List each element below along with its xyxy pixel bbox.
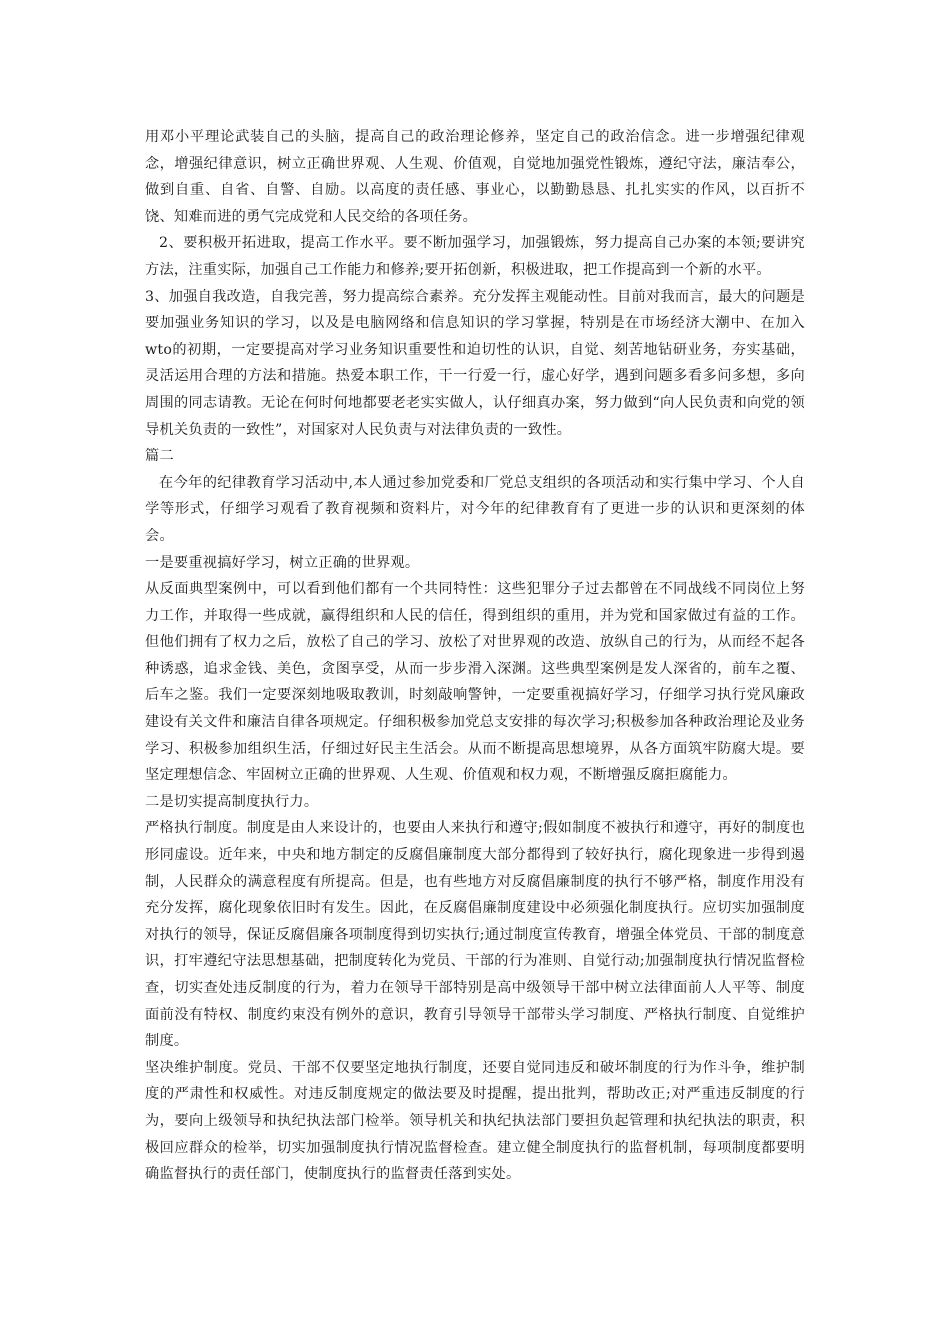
paragraph-point-2: 2、要积极开拓进取，提高工作水平。要不断加强学习，加强锻炼，努力提高自己办案的本领;要讲究方法，注重实际，加强自己工作能力和修养;要开拓创新，积极进取，把工作提高到一个新的水平。 <box>145 235 805 278</box>
paragraph-point-3: 3、加强自我改造，自我完善，努力提高综合素养。充分发挥主观能动性。目前对我而言，最大的问题是要加强业务知识的学习，以及是电脑网络和信息知识的学习掌握，特别是在市场经济大潮中、在加入wto的初期，一定要提高对学习业务知识重要性和迫切性的认识，自觉、刻苦地钻研业务，夯实基础，灵活运用合理的方法和措施。热爱本职工作，干一行爱一行，虚心好学，遇到问题多看多问多想，多向周围的同志请教。无论在何时何地都要老老实实做人，认仔细真办案，努力做到“向人民负责和向党的领导机关负责的一致性”，对国家对人民负责与对法律负责的一致性。 <box>145 288 805 438</box>
paragraph-negative-cases: 从反面典型案例中，可以看到他们都有一个共同特性：这些犯罪分子过去都曾在不同战线不同岗位上努力工作，并取得一些成就，赢得组织和人民的信任，得到组织的重用，并为党和国家做过有益的工作。但他们拥有了权力之后，放松了自己的学习、放松了对世界观的改造、放纵自己的行为，从而经不起各种诱惑，追求金钱、美色，贪图享受，从而一步步滑入深渊。这些典型案例是发人深省的，前车之覆、后车之鉴。我们一定要深刻地吸取教训，时刻敲响警钟，一定要重视搞好学习，仔细学习执行党风廉政建设有关文件和廉洁自律各项规定。仔细积极参加党总支安排的每次学习;积极参加各种政治理论及业务学习、积极参加组织生活，仔细过好民主生活会。从而不断提高思想境界，从各方面筑牢防腐大堤。要坚定理想信念、牢固树立正确的世界观、人生观、价值观和权力观，不断增强反腐拒腐能力。 <box>145 581 805 784</box>
section-heading-part-two: 篇二 <box>145 448 174 465</box>
paragraph-uphold-system: 坚决维护制度。党员、干部不仅要坚定地执行制度，还要自觉同违反和破坏制度的行为作斗争，维护制度的严肃性和权威性。对违反制度规定的做法要及时提醒，提出批判，帮助改正;对严重违反制度的行为，要向上级领导和执纪执法部门检举。领导机关和执纪执法部门要担负起管理和执纪执法的职责，积极回应群众的检举，切实加强制度执行情况监督检查。建立健全制度执行的监督机制，每项制度都要明确监督执行的责任部门，使制度执行的监督责任落到实处。 <box>145 1059 805 1183</box>
subheading-study: 一是要重视搞好学习，树立正确的世界观。 <box>145 554 420 571</box>
paragraph-intro-part-two: 在今年的纪律教育学习活动中,本人通过参加党委和厂党总支组织的各项活动和实行集中学习、个人自学等形式，仔细学习观看了教育视频和资料片，对今年的纪律教育有了更进一步的认识和更深刻的体会。 <box>145 474 805 544</box>
subheading-execution: 二是切实提高制度执行力。 <box>145 793 319 810</box>
paragraph-strict-execution: 严格执行制度。制度是由人来设计的，也要由人来执行和遵守;假如制度不被执行和遵守，再好的制度也形同虚设。近年来，中央和地方制定的反腐倡廉制度大部分都得到了较好执行，腐化现象进一步得到遏制，人民群众的满意程度有所提高。但是，也有些地方对反腐倡廉制度的执行不够严格，制度作用没有充分发挥，腐化现象依旧时有发生。因此，在反腐倡廉制度建设中必须强化制度执行。应切实加强制度对执行的领导，保证反腐倡廉各项制度得到切实执行;通过制度宣传教育，增强全体党员、干部的制度意识，打牢遵纪守法思想基础，把制度转化为党员、干部的行为准则、自觉行动;加强制度执行情况监督检查，切实查处违反制度的行为，着力在领导干部特别是高中级领导干部中树立法律面前人人平等、制度面前没有特权、制度约束没有例外的意识，教育引导领导干部带头学习制度、严格执行制度、自觉维护制度。 <box>145 820 805 1050</box>
document-body <box>145 124 805 1188</box>
paragraph-political-theory: 用邓小平理论武装自己的头脑，提高自己的政治理论修养，坚定自己的政治信念。进一步增强纪律观念，增强纪律意识，树立正确世界观、人生观、价值观，自觉地加强党性锻炼，遵纪守法，廉洁奉公，做到自重、自省、自警、自励。以高度的责任感、事业心，以勤勤恳恳、扎扎实实的作风，以百折不饶、知难而进的勇气完成党和人民交给的各项任务。 <box>145 129 805 225</box>
